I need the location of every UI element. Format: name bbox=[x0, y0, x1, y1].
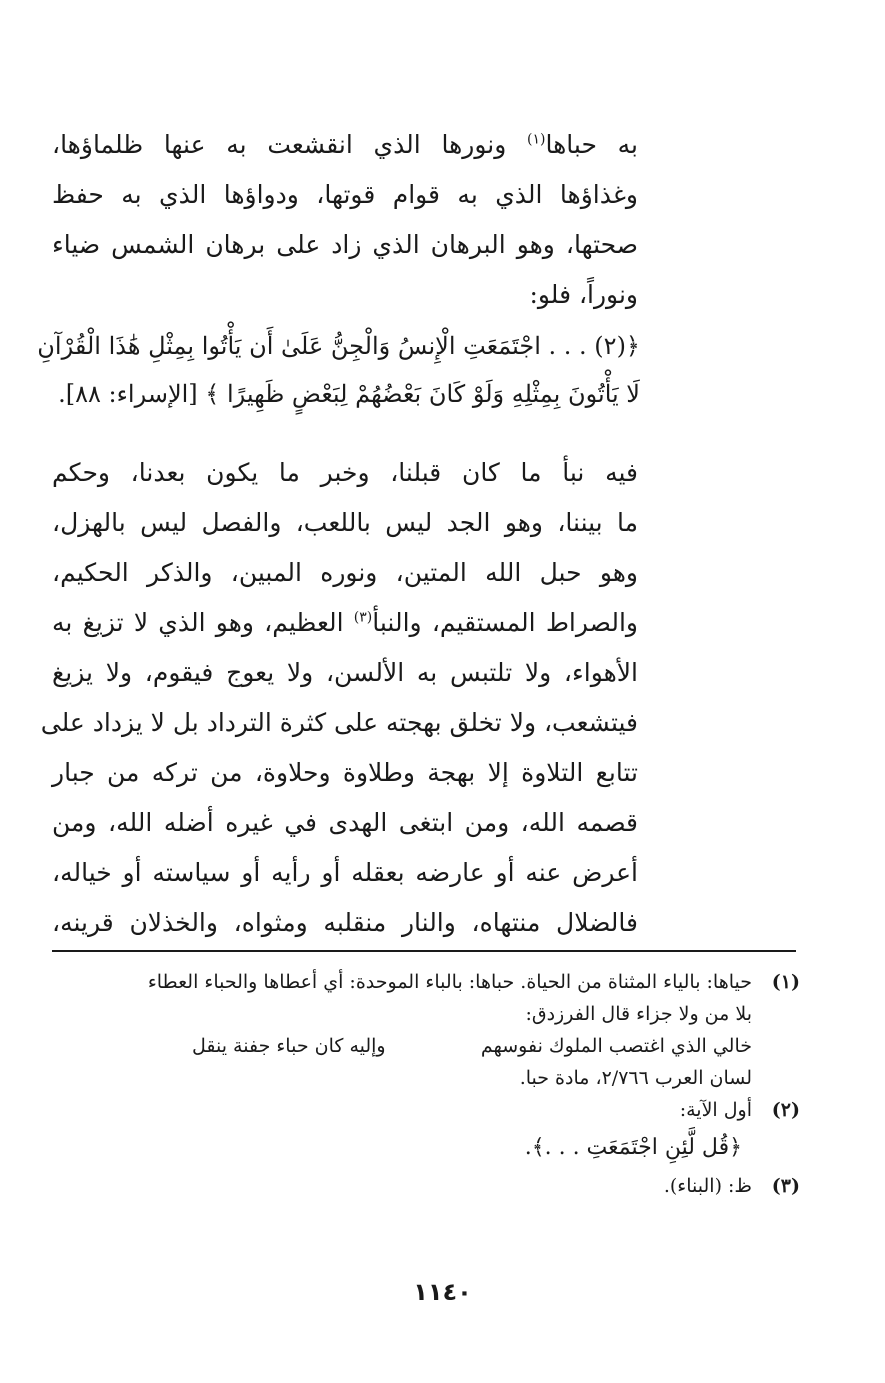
footnote-text: أول الآية: ﴿قُل لَّئِنِ اجْتَمَعَتِ . . .﴾. bbox=[48, 1094, 752, 1170]
text-line: وغذاؤها الذي به قوام قوتها، ودواؤها الذي به حفظ bbox=[52, 180, 638, 209]
footnote-verse: ﴿قُل لَّئِنِ اجْتَمَعَتِ . . .﴾. bbox=[524, 1135, 742, 1160]
footnote-number: (٢) bbox=[771, 1099, 800, 1121]
text-line: فالضلال منتهاه، والنار منقلبه ومثواه، والخذلان قرينه، bbox=[52, 908, 638, 937]
text-line: وهو حبل الله المتين، ونوره المبين، والذكر الحكيم، bbox=[52, 558, 638, 587]
text-line: الأهواء، ولا تلتبس به الألسن، ولا يعوج فيقوم، ولا يزيغ bbox=[52, 658, 638, 687]
page-number: ١١٤٠ bbox=[413, 1278, 472, 1306]
poem-hemistich-right: خالي الذي اغتصب الملوك نفوسهم bbox=[480, 1035, 752, 1057]
text-line: ونوراً، فلو: bbox=[529, 280, 638, 309]
text-line: تتابع التلاوة إلا بهجة وطلاوة وحلاوة، من تركه من جبار bbox=[52, 758, 638, 787]
text-line: قصمه الله، ومن ابتغى الهدى في غيره أضله الله، ومن bbox=[52, 808, 638, 837]
verse-line: لَا يَأْتُونَ بِمِثْلِهِ وَلَوْ كَانَ بَعْضُهُمْ لِبَعْضٍ ظَهِيرًا ﴾ [الإسراء: ٨٨]. bbox=[58, 380, 640, 408]
text-line: فيتشعب، ولا تخلق بهجته على كثرة الترداد بل لا يزداد على bbox=[40, 708, 638, 737]
footnote-3 bbox=[48, 1170, 800, 1202]
footnote-number: (١) bbox=[771, 971, 800, 993]
text-line: فيه نبأ ما كان قبلنا، وخبر ما يكون بعدنا، وحكم bbox=[52, 458, 638, 487]
verse-line: ﴿(٢) . . . اجْتَمَعَتِ الْإِنسُ وَالْجِنُّ عَلَىٰ أَن يَأْتُوا بِمِثْلِ هَٰذَا الْقُرْآنِ bbox=[37, 332, 640, 360]
text-line: به حباها$^{(١)}$ ونورها الذي انقشعت به عنها ظلماؤها، bbox=[52, 130, 638, 159]
poem-hemistich-left: وإليه كان حباء جفنة ينقل bbox=[192, 1035, 386, 1057]
citation-source: لسان العرب ٢/٧٦٦، مادة حبا. bbox=[519, 1067, 752, 1089]
footnote-marker-3[interactable]: (٣) bbox=[353, 609, 373, 626]
footnote-2 bbox=[48, 1094, 800, 1170]
footnote-number: (٣) bbox=[771, 1175, 800, 1197]
paragraph-intro bbox=[52, 120, 638, 320]
footnote-text: ظ: (البناء). bbox=[663, 1175, 752, 1197]
text-line: أعرض عنه أو عارضه بعقله أو رأيه أو سياسته أو خياله، bbox=[52, 858, 638, 887]
quran-verse bbox=[37, 322, 640, 418]
footnotes-section bbox=[48, 966, 800, 1202]
footnote-1 bbox=[48, 966, 800, 1094]
poem-verse bbox=[192, 1030, 752, 1062]
footnote-divider bbox=[52, 950, 796, 952]
text-line: ما بيننا، وهو الجد ليس باللعب، والفصل ليس بالهزل، bbox=[52, 508, 638, 537]
text-line: صحتها، وهو البرهان الذي زاد على برهان الشمس ضياء bbox=[52, 230, 638, 259]
footnote-text: حياها: بالياء المثناة من الحياة. حباها: بالباء الموحدة: أي أعطاها والحباء العطاء بلا من ولا جزاء قال الفرزدق: خالي الذي اغتصب الملوك نفوسهم وإليه كان حباء جفنة ينقل لسان العرب ٢/٧٦٦، مادة حبا. bbox=[48, 966, 752, 1094]
footnote-marker-1[interactable]: (١) bbox=[527, 131, 546, 148]
paragraph-body bbox=[40, 448, 638, 948]
text-line: والصراط المستقيم، والنبأ$^{(٣)}$ العظيم، وهو الذي لا تزيغ به bbox=[52, 608, 638, 637]
